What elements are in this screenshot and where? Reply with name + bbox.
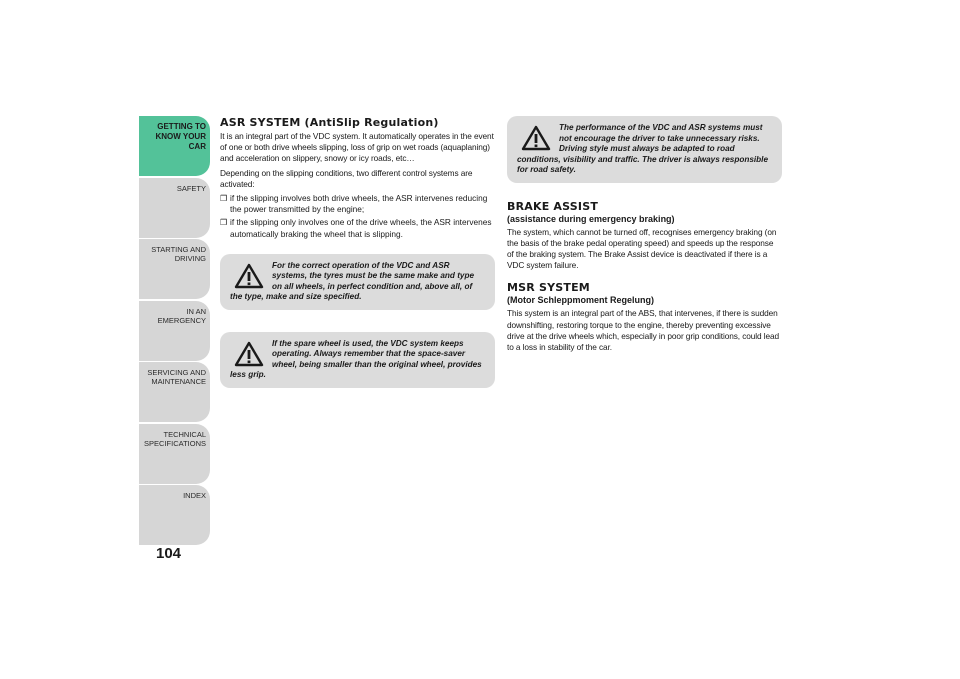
tab-in-an-emergency[interactable] — [139, 301, 210, 361]
bullet-text: if the slipping only involves one of the drive wheels, the ASR intervenes automatically braking the wheel that is slipping. — [230, 217, 492, 239]
tab-getting-to-know-your-car[interactable] — [139, 116, 210, 176]
asr-section-title: ASR SYSTEM (AntiSlip Regulation) — [220, 116, 439, 129]
warning-box-driving-risks — [507, 116, 782, 183]
checkbox-bullet-icon: ❒ — [220, 218, 228, 228]
msr-body: This system is an integral part of the ABS, that intervenes, if there is sudden downshifting, restoring torque to the engine, thereby preventing excessive drive at the drive wheels which, especially in poor grip conditions, could lead to a loss in stability of the car. — [507, 308, 780, 352]
asr-paragraph-1: It is an integral part of the VDC system. It automatically operates in the event of one or both drive wheels slipping, loss of grip on wet roads (aquaplaning) and acceleration on slippery, snowy or icy roads, etc… — [220, 131, 494, 164]
warning-text: If the spare wheel is used, the VDC system keeps operating. Always remember that the space-saver wheel, being smaller than the original wheel, provides less grip. — [230, 338, 482, 380]
msr-title: MSR SYSTEM — [507, 281, 590, 295]
tab-label: SAFETY — [176, 184, 206, 193]
tab-technical-specifications[interactable] — [139, 424, 210, 484]
tab-servicing-and-maintenance[interactable] — [139, 362, 210, 422]
asr-bullet-2 — [220, 217, 495, 239]
brake-assist-body: The system, which cannot be turned off, recognises emergency braking (on the basis of the brake pedal operating speed) and speeds up the response of the braking system. The Brake Assist device is deactivated if there is a VDC system failure. — [507, 226, 777, 271]
tab-label: GETTING TO KNOW YOUR CAR — [155, 122, 206, 151]
msr-section — [507, 281, 782, 353]
tab-starting-and-driving[interactable] — [139, 239, 210, 299]
tab-label: IN AN EMERGENCY — [157, 307, 206, 325]
warning-box-tyres — [220, 254, 495, 310]
tab-label: TECHNICAL SPECIFICATIONS — [144, 430, 206, 448]
warning-triangle-icon — [230, 261, 268, 291]
tab-label: SERVICING AND MAINTENANCE — [147, 368, 206, 386]
brake-assist-title: BRAKE ASSIST — [507, 199, 599, 213]
page-number: 104 — [156, 545, 182, 562]
right-column — [507, 116, 782, 356]
msr-subtitle: (Motor Schleppmoment Regelung) — [507, 295, 654, 306]
warning-box-spare-wheel — [220, 332, 495, 388]
tab-label: INDEX — [183, 491, 206, 500]
warning-text: The performance of the VDC and ASR systems must not encourage the driver to take unnecessary risks. Driving style must always be adapted to road conditions, visibility and traffic. The driver is always responsible for road safety. — [517, 123, 769, 174]
warning-triangle-icon — [517, 123, 555, 153]
asr-paragraph-2: Depending on the slipping conditions, two different control systems are activated: — [220, 167, 473, 189]
tab-label: STARTING AND DRIVING — [151, 245, 206, 263]
tab-index[interactable] — [139, 485, 210, 545]
bullet-text: if the slipping involves both drive wheels, the ASR intervenes reducing the power transmitted by the engine; — [230, 193, 488, 215]
brake-assist-section — [507, 200, 782, 272]
asr-bullet-1 — [220, 193, 495, 215]
warning-triangle-icon — [230, 339, 268, 369]
brake-assist-subtitle: (assistance during emergency braking) — [507, 213, 675, 224]
tab-safety[interactable] — [139, 178, 210, 238]
warning-text: For the correct operation of the VDC and ASR systems, the tyres must be the same make and type on all wheels, in perfect condition and, above all, of the type, make and size specified. — [230, 260, 475, 302]
left-column — [220, 116, 495, 388]
checkbox-bullet-icon: ❒ — [220, 194, 228, 204]
